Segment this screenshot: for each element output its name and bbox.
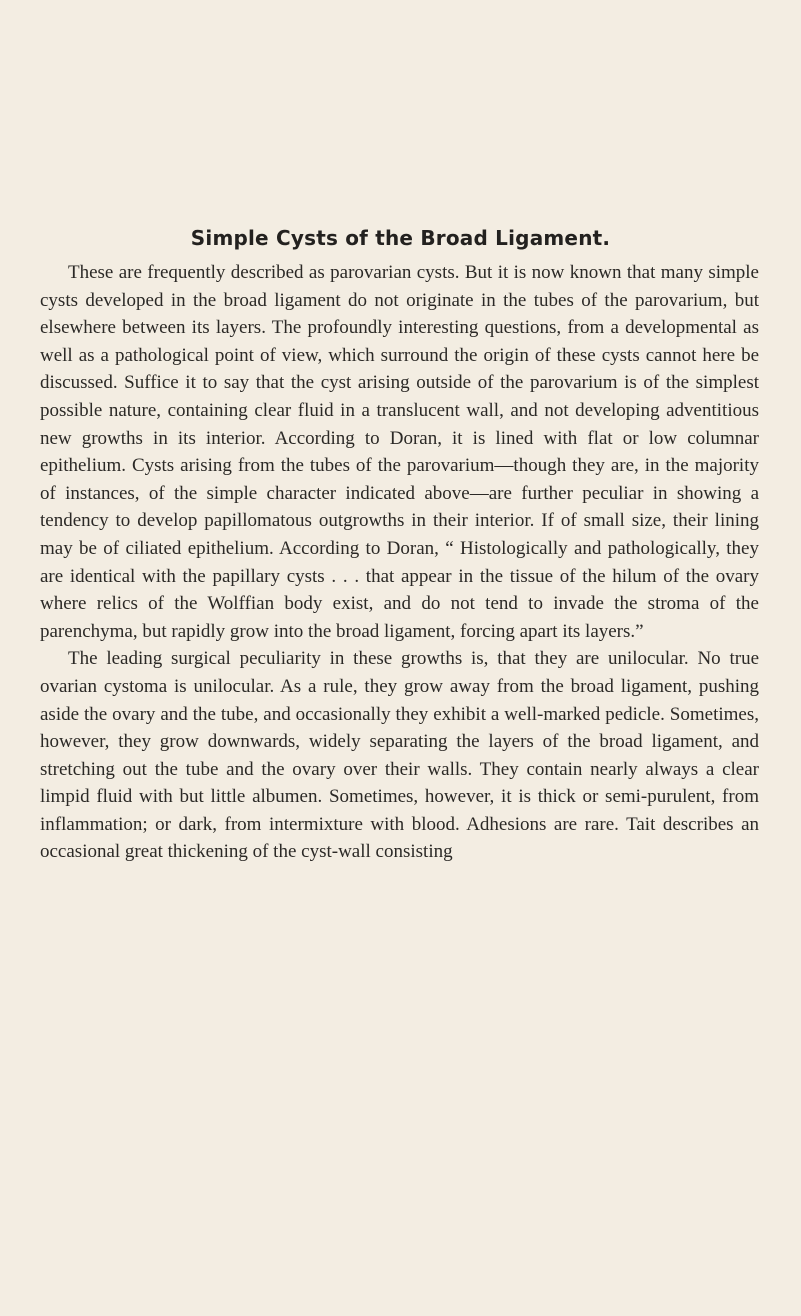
section-heading: Simple Cysts of the Broad Ligament. (190, 226, 611, 250)
paragraph-1: These are frequently described as parovarian cysts. But it is now known that many simple cysts developed in the broad ligament do not originate in the tubes of the parovarium, but elsewhere between its layers. The profoundly interesting questions, from a developmental as well as a pathological point of view, which surround the origin of these cysts cannot here be discussed. Suffice it to say that the cyst arising outside of the parovarium is of the simplest possible nature, containing clear fluid in a translucent wall, and not developing adventitious new growths in its interior. According to Doran, it is lined with flat or low columnar epithelium. Cysts arising from the tubes of the parovarium—though they are, in the majority of instances, of the simple character indicated above—are further peculiar in showing a tendency to develop papillomatous outgrowths in their interior. If of small size, their lining may be of ciliated epithelium. According to Doran, “ Histologically and pathologically, they are identical with the papillary cysts . . . that appear in the tissue of the hilum of the ovary where relics of the Wolffian body exist, and do not tend to invade the stroma of the parenchyma, but rapidly grow into the broad ligament, forcing apart its layers.” (40, 262, 759, 642)
body-text (40, 259, 759, 866)
paragraph-2: The leading surgical peculiarity in these growths is, that they are unilocular. No true ovarian cystoma is unilocular. As a rule, they grow away from the broad ligament, pushing aside the ovary and the tube, and occasionally they exhibit a well-marked pedicle. Sometimes, however, they grow downwards, widely separating the layers of the broad ligament, and stretching out the tube and the ovary over their walls. They contain nearly always a clear limpid fluid with but little albumen. Sometimes, however, it is thick or semi-purulent, from inflammation; or dark, from intermixture with blood. Adhesions are rare. Tait describes an occasional great thickening of the cyst-wall consisting (40, 648, 759, 863)
